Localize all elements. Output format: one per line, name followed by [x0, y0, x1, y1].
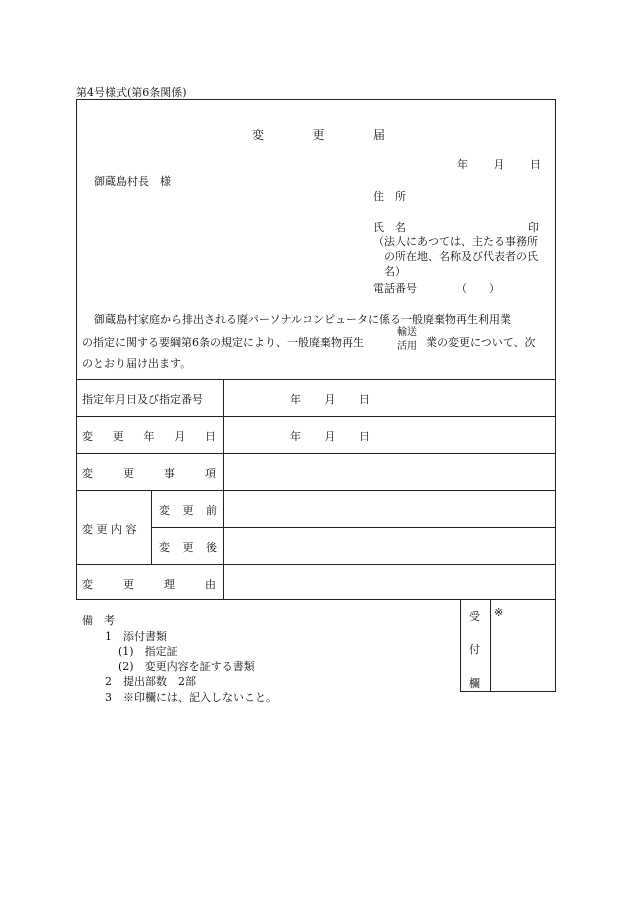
table-rule — [76, 379, 556, 380]
change-date-value: 年 月 日 — [290, 430, 370, 443]
name-label: 氏 名 — [373, 221, 406, 234]
reason-label: 変 更 理 由 — [82, 578, 216, 591]
reception-label-char: 欄 — [469, 677, 480, 690]
table-rule — [151, 527, 556, 528]
change-date-label: 変 更 年 月 日 — [82, 430, 216, 443]
phone-paren: （ ） — [456, 282, 500, 295]
address-label: 住 所 — [373, 190, 406, 203]
table-rule — [76, 453, 556, 454]
body-line-3: のとおり届け出ます。 — [82, 357, 192, 370]
table-col-rule — [151, 490, 152, 564]
designation-date: 年 月 日 — [290, 393, 370, 406]
remarks-item: 2 提出部数 2部 — [105, 675, 196, 688]
change-item-label: 変 更 事 項 — [82, 467, 216, 480]
corporation-note: （法人にあつては、主たる事務所 の所在地、名称及び代表者の氏 名） — [373, 235, 538, 278]
seal-mark: 印 — [528, 221, 539, 234]
reception-mark: ※ — [494, 606, 504, 619]
remarks-item: (1) 指定証 — [118, 645, 178, 658]
change-content-label: 変 更 内 容 — [82, 523, 137, 536]
form-title: 変 更 届 — [252, 128, 385, 142]
body-line-2a: の指定に関する要綱第6条の規定により、一般廃棄物再生 — [82, 336, 364, 349]
before-label: 変 更 前 — [159, 504, 217, 517]
after-label: 変 更 後 — [159, 541, 217, 554]
form-number: 第4号様式(第6条関係) — [76, 86, 187, 99]
table-col-rule — [223, 379, 224, 600]
remarks-item: 1 添付書類 — [105, 630, 167, 643]
designation-label: 指定年月日及び指定番号 — [82, 393, 203, 406]
table-rule — [76, 564, 556, 565]
business-type-choice: 輸送 活用 — [397, 327, 417, 352]
submission-date: 年 月 日 — [457, 158, 541, 171]
remarks-item: 3 ※印欄には、記入しないこと。 — [105, 691, 277, 704]
phone-label: 電話番号 — [373, 282, 417, 295]
remarks-item: (2) 変更内容を証する書類 — [118, 660, 255, 673]
body-line-2b: 業の変更について、次 — [426, 336, 536, 349]
reception-divider — [490, 600, 491, 692]
reception-label-char: 付 — [469, 643, 480, 656]
body-line-1: 御蔵島村家庭から排出される廃パーソナルコンピュータに係る一般廃棄物再生利用業 — [94, 313, 512, 326]
reception-label-char: 受 — [469, 610, 480, 623]
table-rule — [76, 490, 556, 491]
remarks-heading: 備 考 — [82, 614, 115, 627]
table-rule — [76, 416, 556, 417]
addressee: 御蔵島村長 様 — [94, 175, 171, 188]
